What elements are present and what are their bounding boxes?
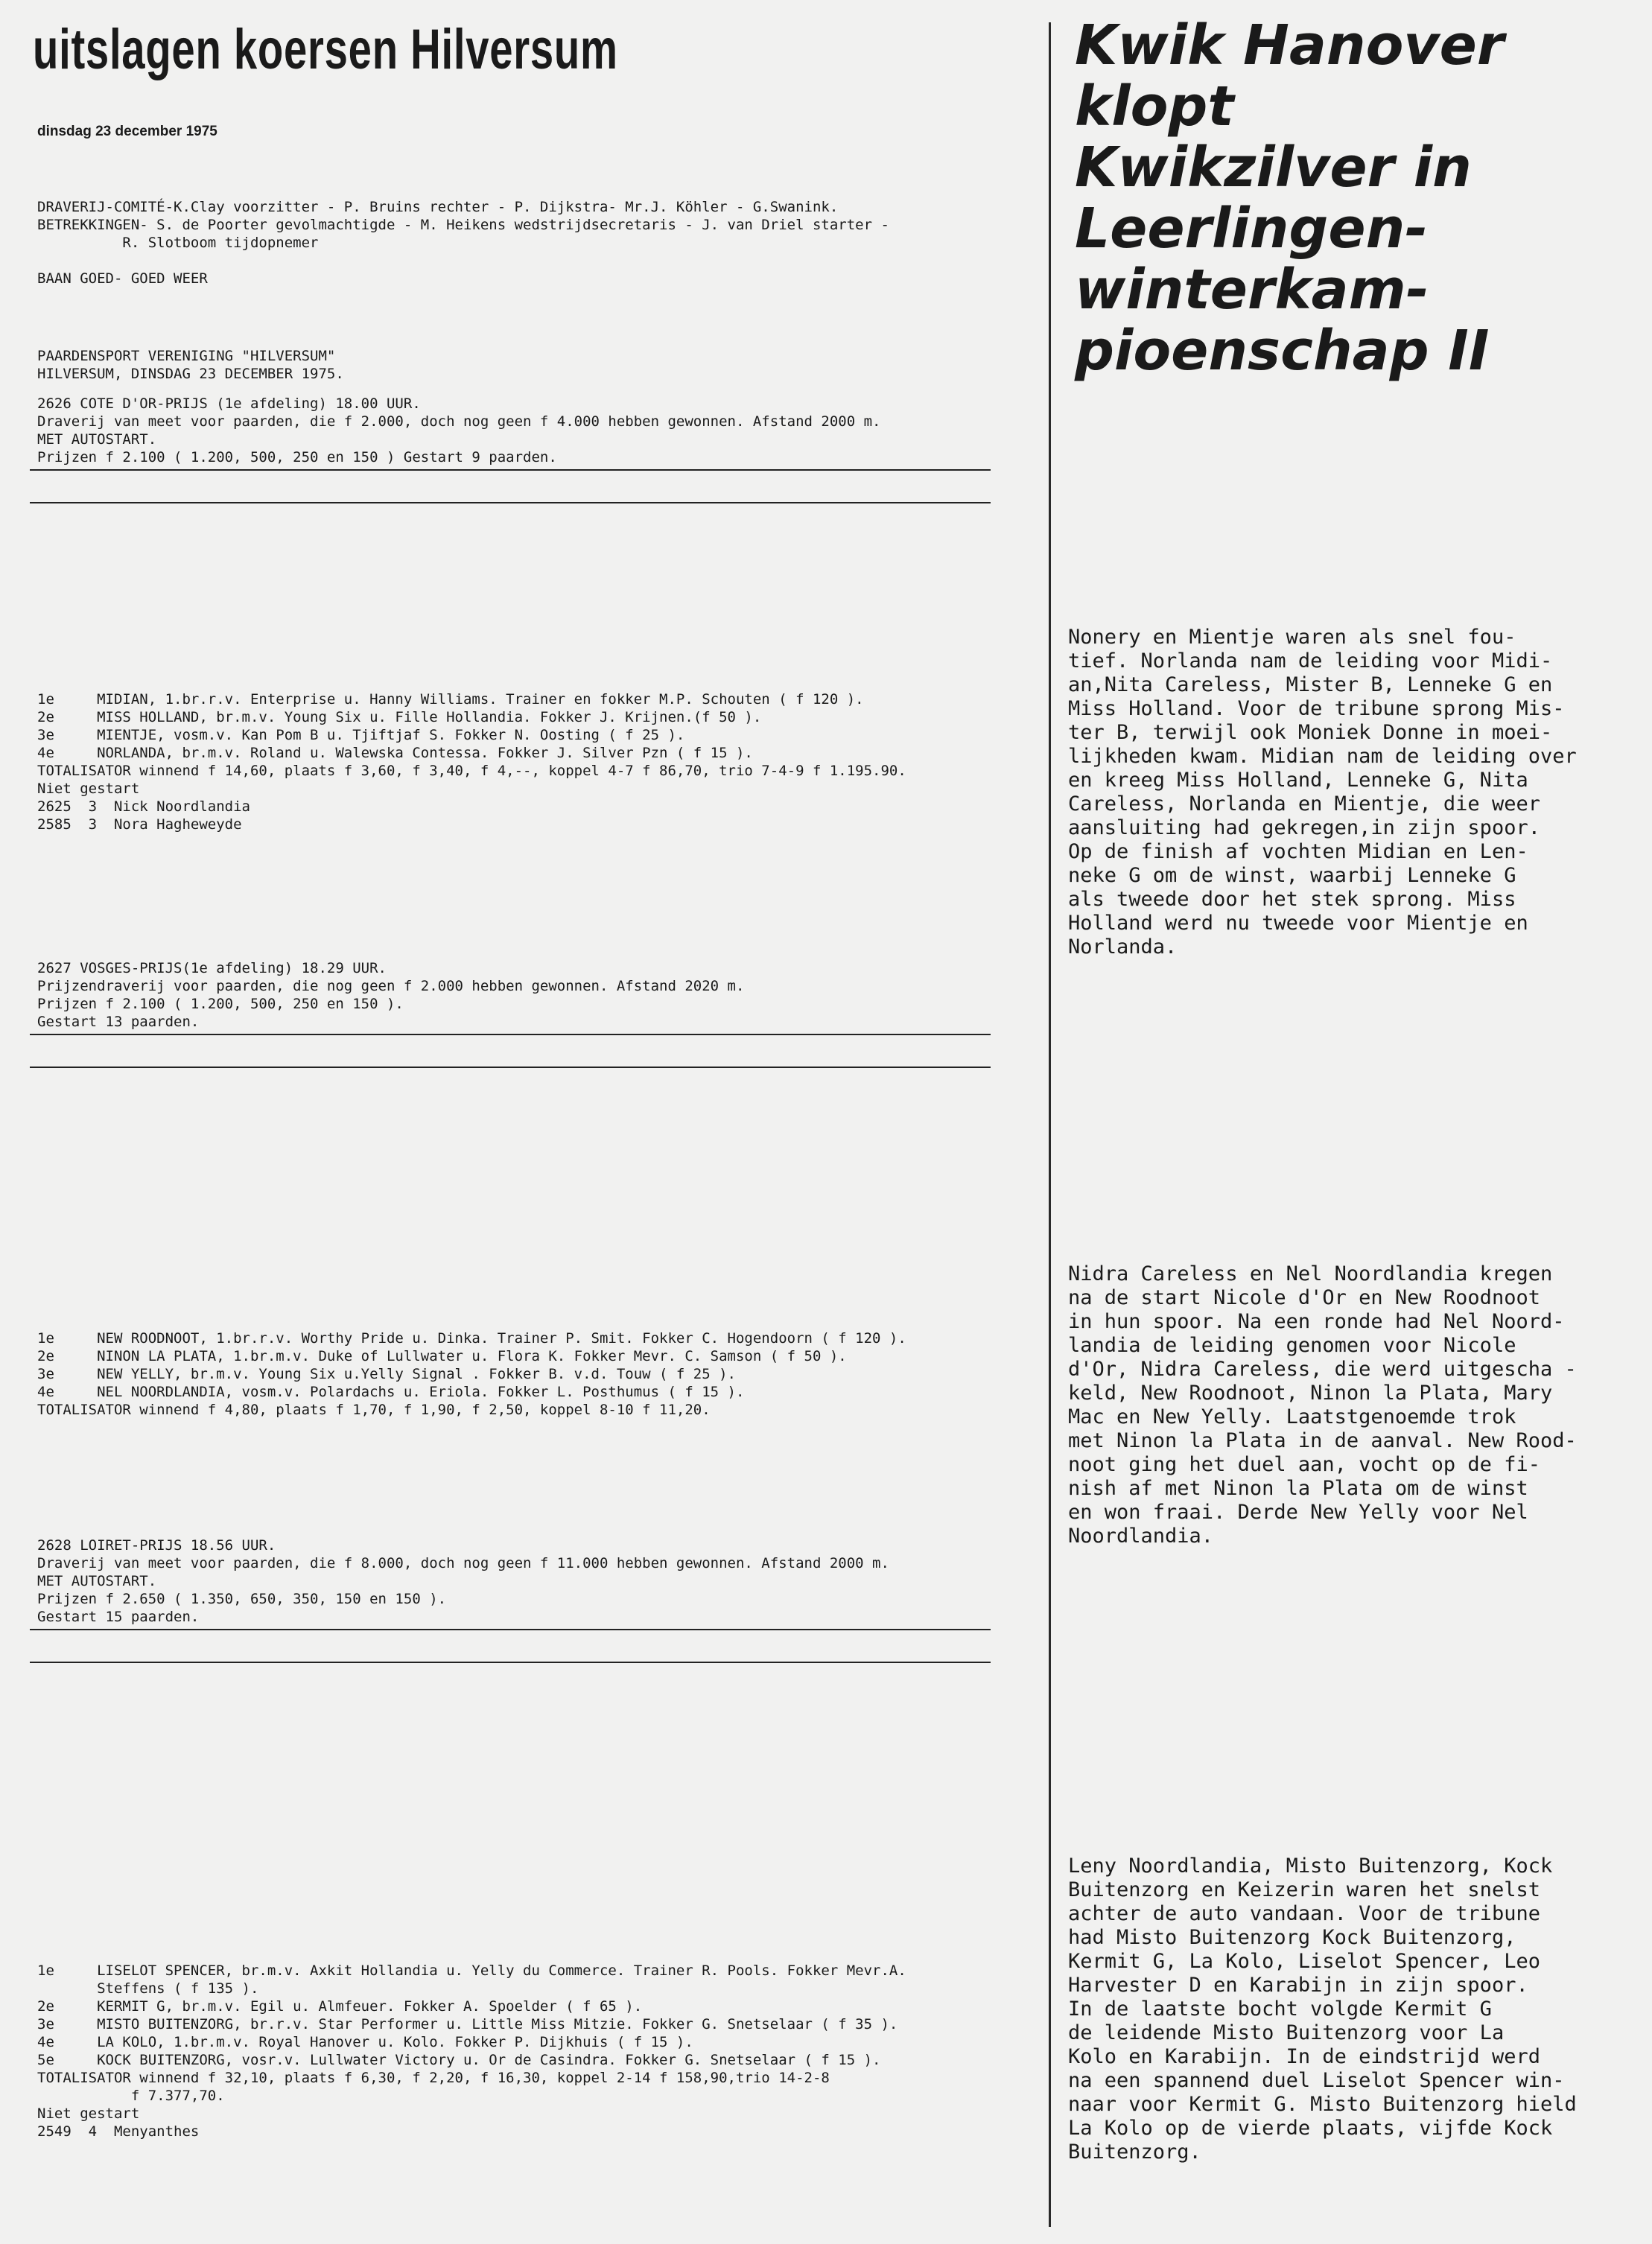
headline-line: Kwik Hanover bbox=[1075, 13, 1505, 77]
text-line: Careless, Norlanda en Mientje, die weer bbox=[1068, 792, 1540, 816]
organisation-line: HILVERSUM, DINSDAG 23 DECEMBER 1975. bbox=[37, 366, 344, 382]
text-line: nish af met Ninon la Plata om de winst bbox=[1068, 1477, 1528, 1500]
race-intro-line: Gestart 15 paarden. bbox=[37, 1609, 200, 1625]
table-rule-top bbox=[30, 469, 991, 471]
placing-line: TOTALISATOR winnend f 32,10, plaats f 6,30, f 2,20, f 16,30, koppel 2-14 f 158,90,trio 14-2-8 bbox=[37, 2070, 830, 2086]
placing-line: 3e MIENTJE, vosm.v. Kan Pom B u. Tjiftjaf S. Fokker N. Oosting ( f 25 ). bbox=[37, 727, 685, 743]
text-line: an,Nita Careless, Mister B, Lenneke G en bbox=[1068, 673, 1553, 696]
committee-line: BETREKKINGEN- S. de Poorter gevolmachtigde - M. Heikens wedstrijdsecretaris - J. van Driel starter - bbox=[37, 217, 889, 233]
text-line: keld, New Roodnoot, Ninon la Plata, Mary bbox=[1068, 1382, 1553, 1405]
committee-line: DRAVERIJ-COMITÉ-K.Clay voorzitter - P. Bruins rechter - P. Dijkstra- Mr.J. Köhler - G.Swanink. bbox=[37, 199, 839, 215]
placing-line: 2549 4 Menyanthes bbox=[37, 2123, 200, 2140]
table-rule-bottom bbox=[30, 502, 991, 503]
text-line: had Misto Buitenzorg Kock Buitenzorg, bbox=[1068, 1926, 1516, 1949]
text-line: aansluiting had gekregen,in zijn spoor. bbox=[1068, 816, 1540, 839]
headline-line: winterkam- bbox=[1075, 258, 1429, 322]
text-line: en kreeg Miss Holland, Lenneke G, Nita bbox=[1068, 769, 1528, 792]
section-text bbox=[1068, 1854, 1634, 2164]
text-line: na een spannend duel Liselot Spencer win- bbox=[1068, 2069, 1565, 2092]
placing-line: 4e LA KOLO, 1.br.m.v. Royal Hanover u. Kolo. Fokker P. Dijkhuis ( f 15 ). bbox=[37, 2034, 693, 2050]
race-intro-line: Prijzen f 2.100 ( 1.200, 500, 250 en 150 ). bbox=[37, 996, 404, 1012]
race-intro-line: MET AUTOSTART. bbox=[37, 1573, 157, 1589]
placing-line: TOTALISATOR winnend f 4,80, plaats f 1,70, f 1,90, f 2,50, koppel 8-10 f 11,20. bbox=[37, 1402, 711, 1418]
headline-line: klopt bbox=[1075, 74, 1234, 139]
text-line: Nonery en Mientje waren als snel fou- bbox=[1068, 626, 1516, 649]
text-line: achter de auto vandaan. Voor de tribune bbox=[1068, 1902, 1540, 1925]
text-line: Mac en New Yelly. Laatstgenoemde trok bbox=[1068, 1405, 1516, 1428]
text-line: met Ninon la Plata in de aanval. New Rood- bbox=[1068, 1429, 1577, 1452]
race-intro-line: 2626 COTE D'OR-PRIJS (1e afdeling) 18.00 UUR. bbox=[37, 395, 421, 412]
placing-line: 4e NEL NOORDLANDIA, vosm.v. Polardachs u. Eriola. Fokker L. Posthumus ( f 15 ). bbox=[37, 1384, 745, 1400]
page-title: uitslagen koersen Hilversum bbox=[33, 18, 618, 81]
placing-line: Niet gestart bbox=[37, 781, 140, 797]
text-line: Leny Noordlandia, Misto Buitenzorg, Kock bbox=[1068, 1854, 1553, 1878]
placing-line: 4e NORLANDA, br.m.v. Roland u. Walewska Contessa. Fokker J. Silver Pzn ( f 15 ). bbox=[37, 745, 753, 761]
text-line: Kolo en Karabijn. In de eindstrijd werd bbox=[1068, 2045, 1540, 2068]
text-line: La Kolo op de vierde plaats, vijfde Kock bbox=[1068, 2117, 1553, 2140]
report-column bbox=[1061, 0, 1652, 2244]
text-line: en won fraai. Derde New Yelly voor Nel bbox=[1068, 1501, 1528, 1524]
text-line: Buitenzorg. bbox=[1068, 2140, 1201, 2164]
table-rule-bottom bbox=[30, 1067, 991, 1068]
placing-line: 5e KOCK BUITENZORG, vosr.v. Lullwater Victory u. Or de Casindra. Fokker G. Snetselaar ( f 15 ). bbox=[37, 2052, 881, 2068]
text-line: Holland werd nu tweede voor Mientje en bbox=[1068, 912, 1528, 935]
placing-line: 2625 3 Nick Noordlandia bbox=[37, 798, 250, 815]
table-rule-top bbox=[30, 1629, 991, 1630]
headline-line: pioenschap II bbox=[1075, 319, 1490, 383]
headline-line: Leerlingen- bbox=[1075, 197, 1428, 261]
text-line: Norlanda. bbox=[1068, 935, 1178, 959]
race-intro-line: Prijzen f 2.100 ( 1.200, 500, 250 en 150 ) Gestart 9 paarden. bbox=[37, 449, 557, 465]
placing-line: 1e NEW ROODNOOT, 1.br.r.v. Worthy Pride u. Dinka. Trainer P. Smit. Fokker C. Hogendoorn ( f 120 ). bbox=[37, 1330, 906, 1347]
text-line: Noordlandia. bbox=[1068, 1525, 1214, 1548]
page-date: dinsdag 23 december 1975 bbox=[37, 124, 217, 139]
race-intro-line: Prijzen f 2.650 ( 1.350, 650, 350, 150 en 150 ). bbox=[37, 1591, 447, 1607]
committee-line: R. Slotboom tijdopnemer bbox=[37, 235, 319, 251]
section-text bbox=[1068, 626, 1634, 959]
text-line: lijkheden kwam. Midian nam de leiding over bbox=[1068, 745, 1577, 768]
text-line: Op de finish af vochten Midian en Len- bbox=[1068, 840, 1528, 863]
text-line: naar voor Kermit G. Misto Buitenzorg hield bbox=[1068, 2093, 1577, 2116]
placing-line: 1e LISELOT SPENCER, br.m.v. Axkit Hollandia u. Yelly du Commerce. Trainer R. Pools. Fokker Mevr.A. bbox=[37, 1962, 906, 1979]
placing-line: 1e MIDIAN, 1.br.r.v. Enterprise u. Hanny Williams. Trainer en fokker M.P. Schouten ( f 120 ). bbox=[37, 691, 864, 708]
race-intro-line: Gestart 13 paarden. bbox=[37, 1014, 200, 1030]
text-line: tief. Norlanda nam de leiding voor Midi- bbox=[1068, 649, 1553, 673]
placing-line: 2e MISS HOLLAND, br.m.v. Young Six u. Fille Hollandia. Fokker J. Krijnen.(f 50 ). bbox=[37, 709, 762, 725]
text-line: in hun spoor. Na een ronde had Nel Noord- bbox=[1068, 1310, 1565, 1333]
race-intro-line: Draverij van meet voor paarden, die f 2.000, doch nog geen f 4.000 hebben gewonnen. Afstand 2000 m. bbox=[37, 413, 881, 430]
text-line: Kermit G, La Kolo, Liselot Spencer, Leo bbox=[1068, 1950, 1540, 1973]
text-line: In de laatste bocht volgde Kermit G bbox=[1068, 1997, 1492, 2021]
table-rule-bottom bbox=[30, 1662, 991, 1663]
race-intro-line: Prijzendraverij voor paarden, die nog geen f 2.000 hebben gewonnen. Afstand 2020 m. bbox=[37, 978, 745, 994]
text-line: d'Or, Nidra Careless, die werd uitgescha - bbox=[1068, 1358, 1577, 1381]
text-line: na de start Nicole d'Or en New Roodnoot bbox=[1068, 1286, 1540, 1309]
text-line: noot ging het duel aan, vocht op de fi- bbox=[1068, 1453, 1540, 1476]
placing-line: 2585 3 Nora Hagheweyde bbox=[37, 816, 242, 833]
organisation-line: PAARDENSPORT VERENIGING "HILVERSUM" bbox=[37, 348, 336, 364]
text-line: ter B, terwijl ook Moniek Donne in moei- bbox=[1068, 721, 1553, 744]
table-rule-top bbox=[30, 1034, 991, 1035]
placing-line: Niet gestart bbox=[37, 2105, 140, 2122]
placing-line: Steffens ( f 135 ). bbox=[37, 1980, 259, 1997]
race-intro-line: MET AUTOSTART. bbox=[37, 431, 157, 448]
text-line: Buitenzorg en Keizerin waren het snelst bbox=[1068, 1878, 1540, 1901]
placing-line: 2e NINON LA PLATA, 1.br.m.v. Duke of Lullwater u. Flora K. Fokker Mevr. C. Samson ( f 50 ). bbox=[37, 1348, 847, 1364]
placing-line: 3e MISTO BUITENZORG, br.r.v. Star Performer u. Little Miss Mitzie. Fokker G. Snetselaar ( f 35 ). bbox=[37, 2016, 898, 2032]
article-headline bbox=[1075, 15, 1641, 381]
placing-line: f 7.377,70. bbox=[37, 2088, 225, 2104]
text-line: Nidra Careless en Nel Noordlandia kregen bbox=[1068, 1262, 1553, 1285]
race-intro-line: 2628 LOIRET-PRIJS 18.56 UUR. bbox=[37, 1537, 276, 1554]
race-intro-line: Draverij van meet voor paarden, die f 8.000, doch nog geen f 11.000 hebben gewonnen. Afstand 2000 m. bbox=[37, 1555, 889, 1571]
committee-line: BAAN GOED- GOED WEER bbox=[37, 270, 208, 287]
placing-line: TOTALISATOR winnend f 14,60, plaats f 3,60, f 3,40, f 4,--, koppel 4-7 f 86,70, trio 7-4-9 f 1.195.90. bbox=[37, 763, 906, 779]
placing-line: 2e KERMIT G, br.m.v. Egil u. Almfeuer. Fokker A. Spoelder ( f 65 ). bbox=[37, 1998, 643, 2015]
headline-line: Kwikzilver in bbox=[1075, 136, 1472, 200]
section-text bbox=[1068, 1262, 1634, 1548]
text-line: Miss Holland. Voor de tribune sprong Mis- bbox=[1068, 697, 1565, 720]
text-line: als tweede door het stek sprong. Miss bbox=[1068, 888, 1516, 911]
text-line: de leidende Misto Buitenzorg voor La bbox=[1068, 2021, 1505, 2044]
placing-line: 3e NEW YELLY, br.m.v. Young Six u.Yelly Signal . Fokker B. v.d. Touw ( f 25 ). bbox=[37, 1366, 736, 1382]
text-line: neke G om de winst, waarbij Lenneke G bbox=[1068, 864, 1516, 887]
column-divider bbox=[1049, 22, 1051, 2227]
race-intro-line: 2627 VOSGES-PRIJS(1e afdeling) 18.29 UUR. bbox=[37, 960, 387, 976]
text-line: Harvester D en Karabijn in zijn spoor. bbox=[1068, 1974, 1528, 1997]
text-line: landia de leiding genomen voor Nicole bbox=[1068, 1334, 1516, 1357]
